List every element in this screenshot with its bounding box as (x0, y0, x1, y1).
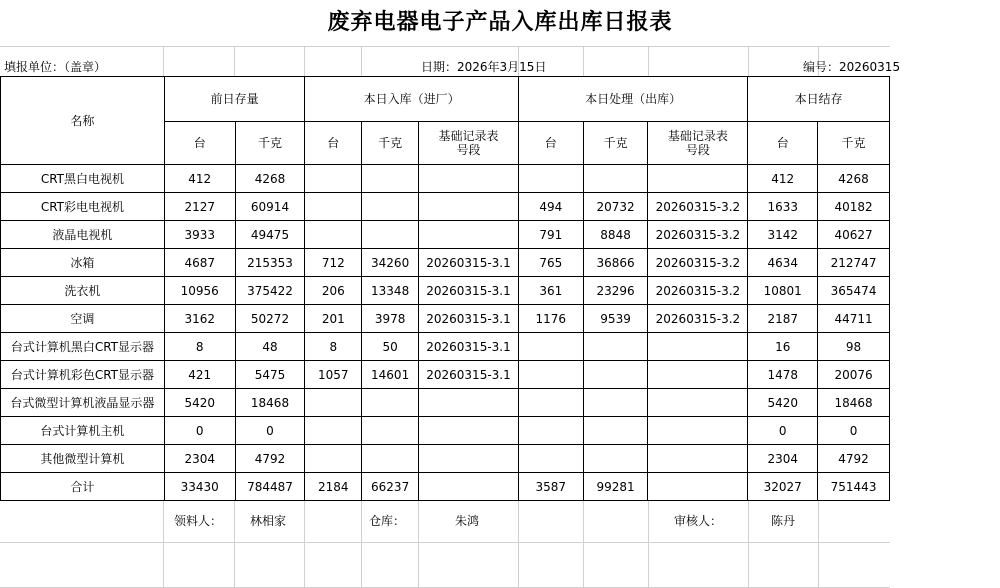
prev-kg-cell: 4792 (235, 445, 305, 473)
out-kg-cell: 20732 (583, 193, 648, 221)
in-record-cell (419, 417, 519, 445)
product-name-cell: 空调 (1, 305, 165, 333)
product-name-cell: 台式微型计算机液晶显示器 (1, 389, 165, 417)
product-name-cell: CRT黑白电视机 (1, 165, 165, 193)
in-units-cell: 1057 (305, 361, 362, 389)
table-row (1, 361, 890, 389)
table-row (1, 193, 890, 221)
out-kg-cell (583, 389, 648, 417)
prev-units-cell: 2304 (164, 445, 235, 473)
out-record-cell (648, 165, 748, 193)
report-title: 废弃电器电子产品入库出库日报表 (327, 10, 673, 35)
table-row (1, 389, 890, 417)
out-units-cell: 791 (518, 221, 583, 249)
prev-kg-cell: 5475 (235, 361, 305, 389)
sub-header: 基础记录表 号段 (648, 122, 748, 165)
in-kg-cell: 13348 (362, 277, 419, 305)
in-record-cell: 20260315-3.1 (419, 277, 519, 305)
prev-units-cell: 412 (164, 165, 235, 193)
close-units-cell: 10801 (748, 277, 818, 305)
prev-kg-cell: 18468 (235, 389, 305, 417)
prev-units-cell: 3162 (164, 305, 235, 333)
prev-units-cell: 3933 (164, 221, 235, 249)
close-kg-cell: 4268 (818, 165, 890, 193)
close-kg-cell: 212747 (818, 249, 890, 277)
in-units-cell: 201 (305, 305, 362, 333)
out-record-cell (648, 333, 748, 361)
close-units-cell: 0 (748, 417, 818, 445)
close-units-cell: 412 (748, 165, 818, 193)
sub-header: 千克 (583, 122, 648, 165)
in-record-cell (419, 445, 519, 473)
prev-kg-cell: 215353 (235, 249, 305, 277)
product-name-cell: 其他微型计算机 (1, 445, 165, 473)
in-record-cell: 20260315-3.1 (419, 249, 519, 277)
out-record-cell (648, 473, 748, 501)
group-previous-stock: 前日存量 (164, 77, 305, 122)
in-units-cell: 2184 (305, 473, 362, 501)
in-kg-cell (362, 445, 419, 473)
in-kg-cell: 34260 (362, 249, 419, 277)
receiver-label: 领料人： (174, 514, 223, 528)
prev-kg-cell: 49475 (235, 221, 305, 249)
in-record-cell (419, 221, 519, 249)
close-kg-cell: 40627 (818, 221, 890, 249)
table-row (1, 249, 890, 277)
out-units-cell (518, 417, 583, 445)
close-kg-cell: 44711 (818, 305, 890, 333)
in-record-cell: 20260315-3.1 (419, 305, 519, 333)
product-name-cell: 液晶电视机 (1, 221, 165, 249)
out-kg-cell: 8848 (583, 221, 648, 249)
out-kg-cell: 9539 (583, 305, 648, 333)
prev-units-cell: 2127 (164, 193, 235, 221)
out-units-cell (518, 333, 583, 361)
out-units-cell: 494 (518, 193, 583, 221)
in-record-cell (419, 165, 519, 193)
table-row (1, 473, 890, 501)
in-kg-cell: 66237 (362, 473, 419, 501)
out-kg-cell (583, 361, 648, 389)
prev-units-cell: 10956 (164, 277, 235, 305)
out-units-cell (518, 165, 583, 193)
in-units-cell (305, 193, 362, 221)
sub-header: 基础记录表 号段 (419, 122, 519, 165)
receiver-name: 林相家 (250, 514, 287, 528)
out-units-cell: 361 (518, 277, 583, 305)
close-kg-cell: 20076 (818, 361, 890, 389)
out-record-cell: 20260315-3.2 (648, 305, 748, 333)
in-units-cell (305, 445, 362, 473)
out-kg-cell: 23296 (583, 277, 648, 305)
table-row (1, 221, 890, 249)
close-kg-cell: 18468 (818, 389, 890, 417)
out-record-cell: 20260315-3.2 (648, 221, 748, 249)
in-kg-cell (362, 389, 419, 417)
prev-units-cell: 33430 (164, 473, 235, 501)
close-kg-cell: 4792 (818, 445, 890, 473)
product-name-cell: 冰箱 (1, 249, 165, 277)
out-units-cell: 765 (518, 249, 583, 277)
table-row (1, 445, 890, 473)
in-units-cell (305, 417, 362, 445)
in-kg-cell (362, 165, 419, 193)
close-units-cell: 32027 (748, 473, 818, 501)
close-units-cell: 5420 (748, 389, 818, 417)
close-units-cell: 1478 (748, 361, 818, 389)
sub-header: 千克 (362, 122, 419, 165)
report-serial: 编号：20260315 (803, 60, 901, 74)
close-kg-cell: 0 (818, 417, 890, 445)
out-kg-cell (583, 417, 648, 445)
in-record-cell: 20260315-3.1 (419, 361, 519, 389)
out-record-cell (648, 361, 748, 389)
out-kg-cell: 36866 (583, 249, 648, 277)
product-name-cell: 台式计算机主机 (1, 417, 165, 445)
table-row (1, 333, 890, 361)
prev-kg-cell: 4268 (235, 165, 305, 193)
out-kg-cell (583, 165, 648, 193)
table-row (1, 417, 890, 445)
product-name-cell: 台式计算机黑白CRT显示器 (1, 333, 165, 361)
prev-kg-cell: 50272 (235, 305, 305, 333)
in-kg-cell: 3978 (362, 305, 419, 333)
prev-units-cell: 4687 (164, 249, 235, 277)
out-record-cell (648, 417, 748, 445)
close-units-cell: 1633 (748, 193, 818, 221)
report-date: 日期：2026年3月15日 (421, 60, 547, 74)
in-record-cell: 20260315-3.1 (419, 333, 519, 361)
out-kg-cell: 99281 (583, 473, 648, 501)
in-kg-cell (362, 417, 419, 445)
close-units-cell: 16 (748, 333, 818, 361)
table-row (1, 277, 890, 305)
close-kg-cell: 751443 (818, 473, 890, 501)
prev-kg-cell: 60914 (235, 193, 305, 221)
in-units-cell (305, 221, 362, 249)
warehouse-name: 朱鸿 (455, 514, 480, 528)
out-units-cell: 3587 (518, 473, 583, 501)
sub-header: 台 (518, 122, 583, 165)
prev-kg-cell: 784487 (235, 473, 305, 501)
sub-header: 台 (305, 122, 362, 165)
warehouse-label: 仓库： (369, 514, 406, 528)
close-units-cell: 2187 (748, 305, 818, 333)
prev-units-cell: 0 (164, 417, 235, 445)
out-kg-cell (583, 333, 648, 361)
out-units-cell (518, 389, 583, 417)
in-record-cell (419, 473, 519, 501)
in-units-cell: 206 (305, 277, 362, 305)
sub-header: 台 (164, 122, 235, 165)
reviewer-name: 陈丹 (771, 514, 796, 528)
in-units-cell: 8 (305, 333, 362, 361)
prev-units-cell: 8 (164, 333, 235, 361)
in-kg-cell: 50 (362, 333, 419, 361)
out-record-cell (648, 445, 748, 473)
close-units-cell: 2304 (748, 445, 818, 473)
group-closing-stock: 本日结存 (748, 77, 890, 122)
out-record-cell: 20260315-3.2 (648, 249, 748, 277)
table-row (1, 305, 890, 333)
product-name-cell: 合计 (1, 473, 165, 501)
sub-header: 千克 (235, 122, 305, 165)
close-units-cell: 3142 (748, 221, 818, 249)
product-name-cell: CRT彩电电视机 (1, 193, 165, 221)
sub-header: 千克 (818, 122, 890, 165)
in-record-cell (419, 389, 519, 417)
group-inbound: 本日入库（进厂） (305, 77, 519, 122)
in-kg-cell (362, 221, 419, 249)
group-processed: 本日处理（出库） (518, 77, 747, 122)
in-units-cell: 712 (305, 249, 362, 277)
in-kg-cell (362, 193, 419, 221)
in-units-cell (305, 389, 362, 417)
table-row (1, 165, 890, 193)
out-record-cell: 20260315-3.2 (648, 277, 748, 305)
close-kg-cell: 98 (818, 333, 890, 361)
out-units-cell (518, 445, 583, 473)
sub-header: 台 (748, 122, 818, 165)
name-header: 名称 (1, 77, 165, 165)
in-units-cell (305, 165, 362, 193)
prev-units-cell: 421 (164, 361, 235, 389)
prev-kg-cell: 375422 (235, 277, 305, 305)
close-kg-cell: 365474 (818, 277, 890, 305)
out-units-cell (518, 361, 583, 389)
close-kg-cell: 40182 (818, 193, 890, 221)
prev-kg-cell: 48 (235, 333, 305, 361)
reviewer-label: 审核人： (674, 514, 723, 528)
in-kg-cell: 14601 (362, 361, 419, 389)
product-name-cell: 台式计算机彩色CRT显示器 (1, 361, 165, 389)
out-kg-cell (583, 445, 648, 473)
product-name-cell: 洗衣机 (1, 277, 165, 305)
inventory-table (0, 76, 890, 501)
reporting-unit: 填报单位：（盖章） (4, 60, 107, 74)
close-units-cell: 4634 (748, 249, 818, 277)
prev-units-cell: 5420 (164, 389, 235, 417)
out-record-cell (648, 389, 748, 417)
in-record-cell (419, 193, 519, 221)
prev-kg-cell: 0 (235, 417, 305, 445)
out-units-cell: 1176 (518, 305, 583, 333)
out-record-cell: 20260315-3.2 (648, 193, 748, 221)
